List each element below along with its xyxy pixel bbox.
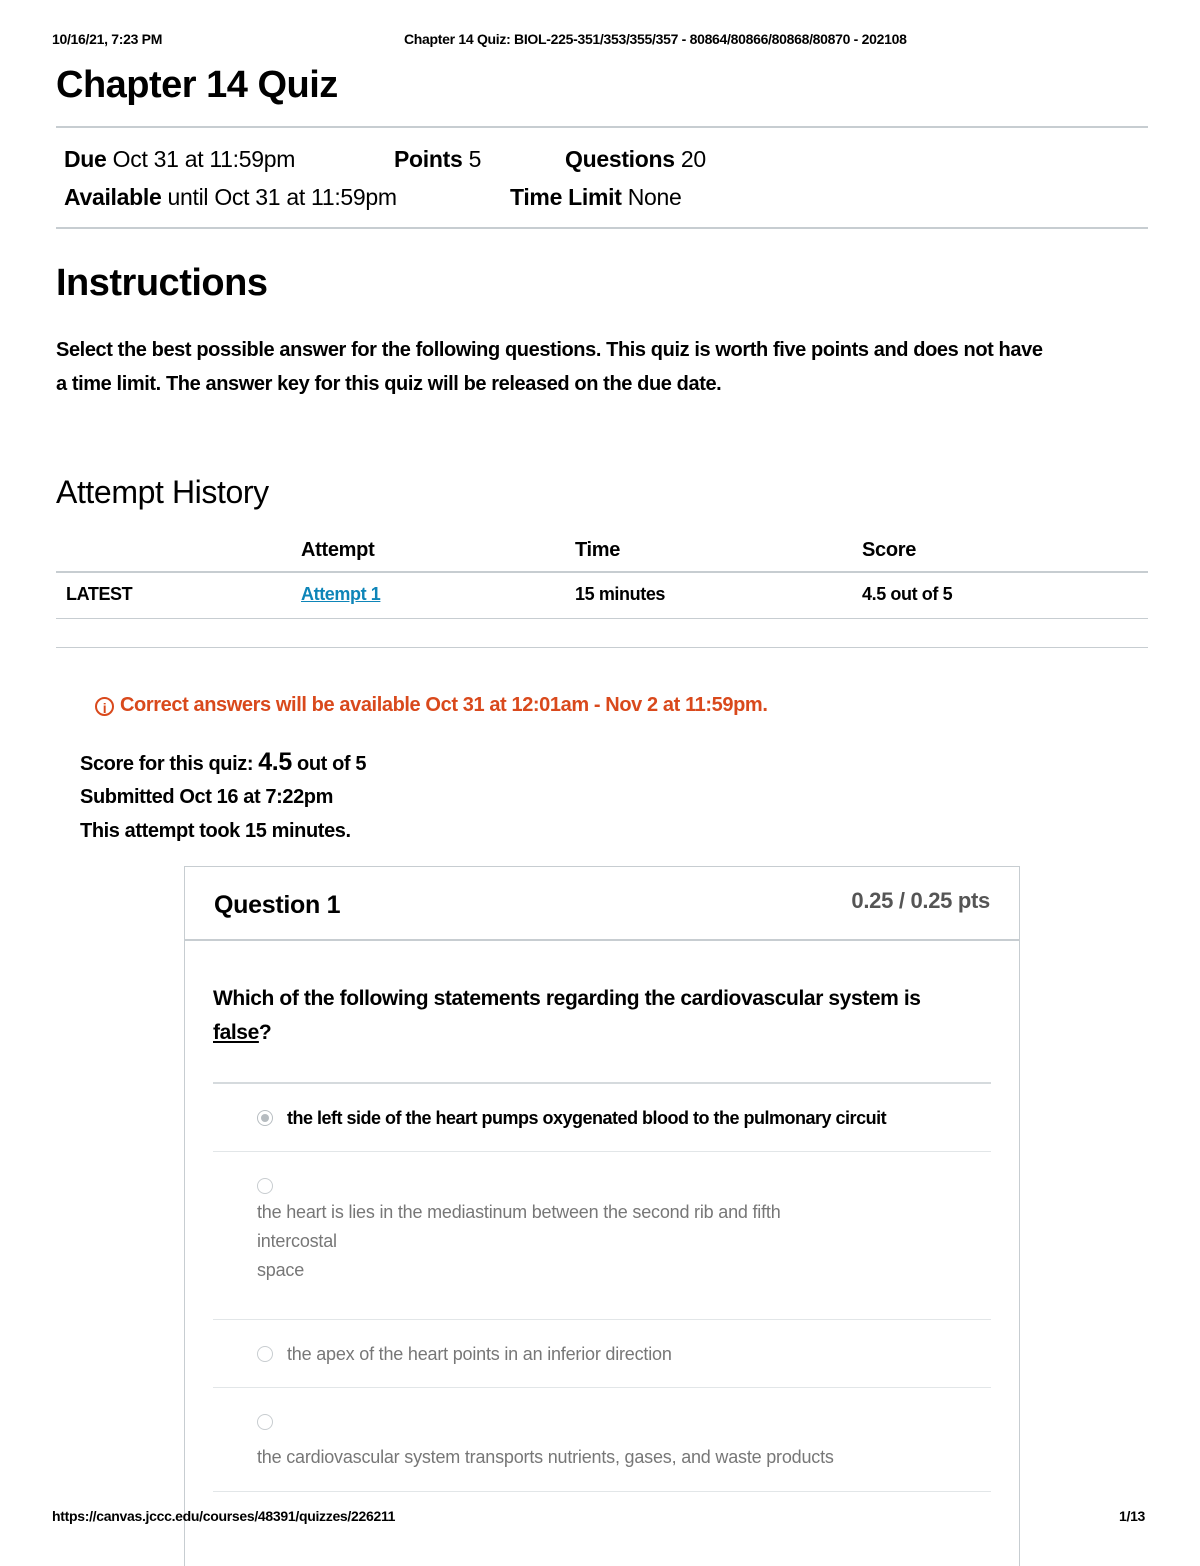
answer-radio[interactable]	[257, 1178, 273, 1194]
divider	[56, 227, 1148, 229]
submitted-at: Submitted Oct 16 at 7:22pm	[80, 786, 333, 808]
answers-divider	[213, 1082, 991, 1084]
score-value: 4.5	[258, 748, 292, 776]
answer-text	[257, 1198, 781, 1285]
points-value: 5	[468, 146, 482, 172]
question-text-end: ?	[258, 1021, 272, 1044]
question-header	[185, 867, 1019, 941]
info-circle-icon: i	[95, 697, 114, 716]
question-text	[213, 982, 983, 1050]
print-date: 10/16/21, 7:23 PM	[52, 31, 163, 47]
answer-divider	[213, 1387, 991, 1388]
column-header-attempt: Attempt	[301, 539, 375, 561]
available-label: Available	[64, 184, 162, 210]
table-row-rule	[56, 618, 1148, 619]
answer-divider	[213, 1491, 991, 1492]
column-header-score: Score	[862, 539, 917, 561]
question-text-emphasis: false	[213, 1021, 259, 1044]
page-title: Chapter 14 Quiz	[56, 64, 338, 106]
print-page-title: Chapter 14 Quiz: BIOL-225-351/353/355/357 - 80864/80866/80868/80870 - 202108	[404, 31, 907, 47]
question-points: 0.25 / 0.25 pts	[851, 888, 990, 913]
availability	[64, 184, 397, 211]
answers-available-notice	[95, 694, 767, 717]
print-page-number: 1/13	[1119, 1508, 1146, 1524]
answer-radio[interactable]	[257, 1346, 273, 1362]
due-label: Due	[64, 146, 107, 172]
quiz-score	[80, 748, 366, 777]
answer-divider	[213, 1151, 991, 1152]
answer-line: intercostal	[257, 1231, 337, 1251]
score-suffix: out of 5	[297, 753, 367, 775]
due-date	[64, 146, 295, 173]
time-limit	[510, 184, 682, 211]
instructions-text	[56, 333, 1156, 401]
questions-count	[565, 146, 706, 173]
answer-line: space	[257, 1260, 305, 1280]
instructions-line: a time limit. The answer key for this quiz will be released on the due date.	[56, 373, 722, 395]
answer-text: the cardiovascular system transports nutrients, gases, and waste products	[257, 1447, 834, 1467]
question-text-main: Which of the following statements regarding the cardiovascular system is	[213, 987, 921, 1010]
instructions-heading: Instructions	[56, 262, 268, 304]
attempt-time: 15 minutes	[575, 584, 666, 604]
answer-divider	[213, 1319, 991, 1320]
divider	[56, 647, 1148, 648]
table-header-rule	[56, 571, 1148, 573]
score-prefix: Score for this quiz:	[80, 753, 254, 775]
attempt-score: 4.5 out of 5	[862, 584, 953, 604]
attempt-history-heading: Attempt History	[56, 474, 269, 510]
questions-label: Questions	[565, 146, 675, 172]
available-value: until Oct 31 at 11:59pm	[167, 184, 397, 210]
points	[394, 146, 481, 173]
attempt-duration: This attempt took 15 minutes.	[80, 820, 351, 842]
answer-radio[interactable]	[257, 1110, 273, 1126]
print-url: https://canvas.jccc.edu/courses/48391/quizzes/226211	[52, 1508, 396, 1524]
due-value: Oct 31 at 11:59pm	[112, 146, 296, 172]
question-card	[184, 866, 1020, 1566]
time-limit-label: Time Limit	[510, 184, 622, 210]
notice-text: Correct answers will be available Oct 31 at 12:01am - Nov 2 at 11:59pm.	[120, 694, 768, 716]
instructions-line: Select the best possible answer for the following questions. This quiz is worth five points and does not have	[56, 339, 1043, 361]
attempt-link[interactable]: Attempt 1	[301, 584, 381, 604]
answer-line: the heart is lies in the mediastinum between the second rib and fifth	[257, 1202, 781, 1222]
divider	[56, 126, 1148, 128]
time-limit-value: None	[627, 184, 682, 210]
column-header-time: Time	[575, 539, 621, 561]
attempt-latest-tag: LATEST	[66, 584, 133, 604]
points-label: Points	[394, 146, 463, 172]
answer-radio[interactable]	[257, 1414, 273, 1430]
answer-text: the apex of the heart points in an inferior direction	[287, 1344, 672, 1364]
questions-value: 20	[680, 146, 706, 172]
answer-text: the left side of the heart pumps oxygenated blood to the pulmonary circuit	[287, 1108, 887, 1128]
question-title: Question 1	[214, 891, 341, 919]
